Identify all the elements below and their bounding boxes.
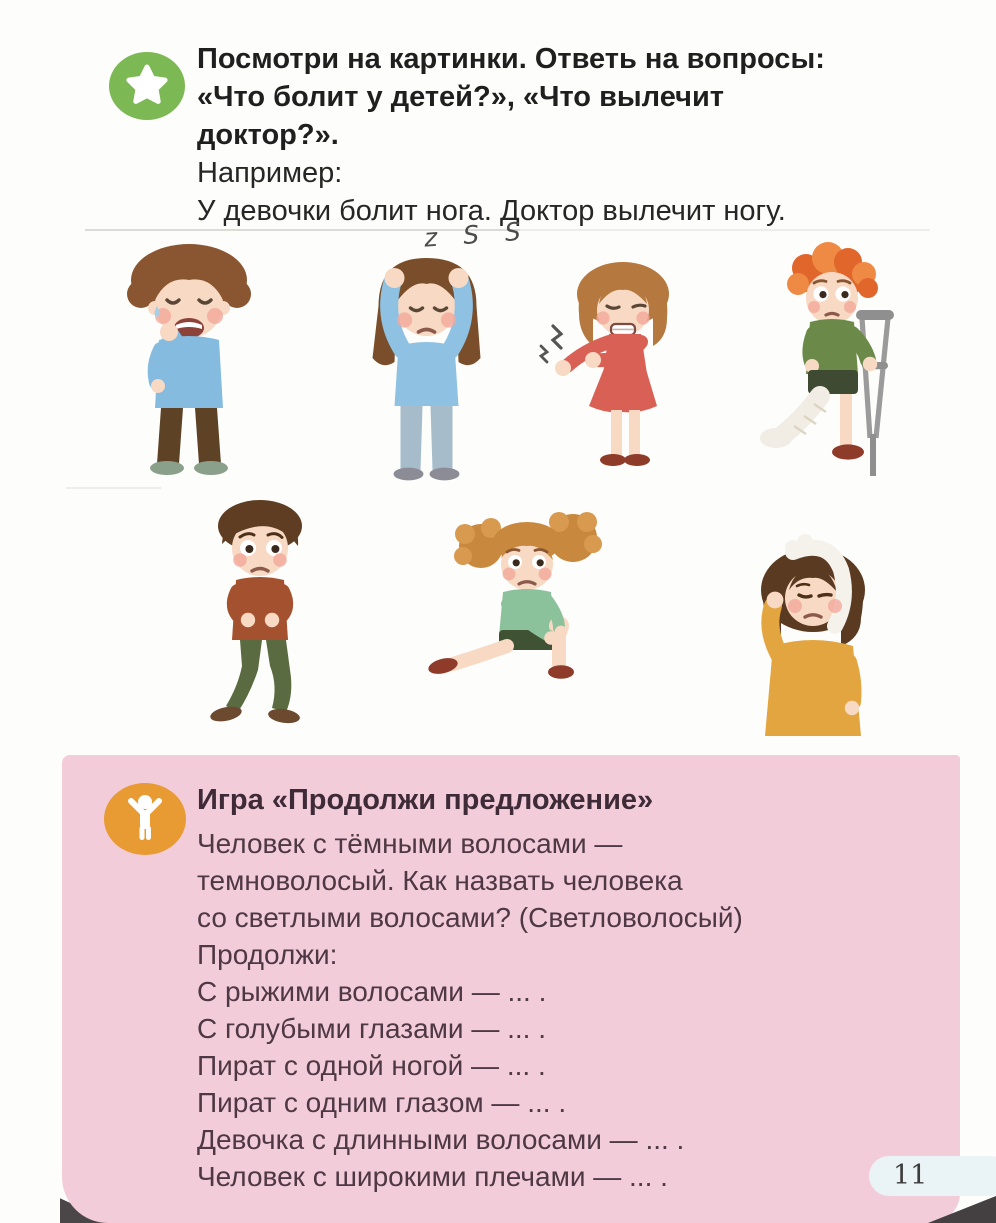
game-item: Девочка с длинными волосами — ... .: [197, 1124, 685, 1155]
game-item: Пират с одним глазом — ... .: [197, 1087, 567, 1118]
game-item: С рыжими волосами — ... .: [197, 976, 547, 1007]
game-intro-line: со светлыми волосами? (Светловолосый): [197, 902, 743, 933]
page-number-badge: [869, 1156, 996, 1196]
figure-girl-knee-pain: [415, 512, 665, 744]
game-item: Пират с одной ногой — ... .: [197, 1050, 546, 1081]
person-arms-up-icon: [103, 780, 187, 858]
page-number: 11: [893, 1160, 928, 1191]
figure-boy-leg-cast-crutch: [748, 242, 910, 488]
figure-boy-cheek-pain: [95, 240, 285, 490]
task-instruction: [197, 40, 959, 230]
figure-girl-arm-pain: [537, 250, 705, 486]
task-line: «Что болит у детей?», «Что вылечит: [197, 81, 724, 113]
game-intro-line: Человек с тёмными волосами —: [197, 828, 623, 859]
figure-girl-headache: [330, 246, 525, 490]
figure-girl-head-bandage: [713, 534, 909, 748]
game-item: Человек с широкими плечами — ... .: [197, 1161, 668, 1192]
task-example-label: Например:: [197, 157, 343, 189]
task-example-line: У девочки болит нога. Доктор вылечит ногу.: [197, 195, 786, 227]
game-item: С голубыми глазами — ... .: [197, 1013, 546, 1044]
game-text: [197, 825, 937, 1195]
game-intro-line: Продолжи:: [197, 939, 338, 970]
sleep-marks: z S S: [423, 216, 531, 253]
game-title: Игра «Продолжи предложение»: [197, 784, 654, 816]
figure-boy-stomach-ache: [182, 496, 338, 746]
star-icon: [108, 50, 186, 122]
game-intro-line: темноволосый. Как назвать человека: [197, 865, 683, 896]
task-line: Посмотри на картинки. Ответь на вопросы:: [197, 43, 825, 75]
task-line: доктор?».: [197, 119, 339, 151]
game-panel: [62, 755, 960, 1223]
